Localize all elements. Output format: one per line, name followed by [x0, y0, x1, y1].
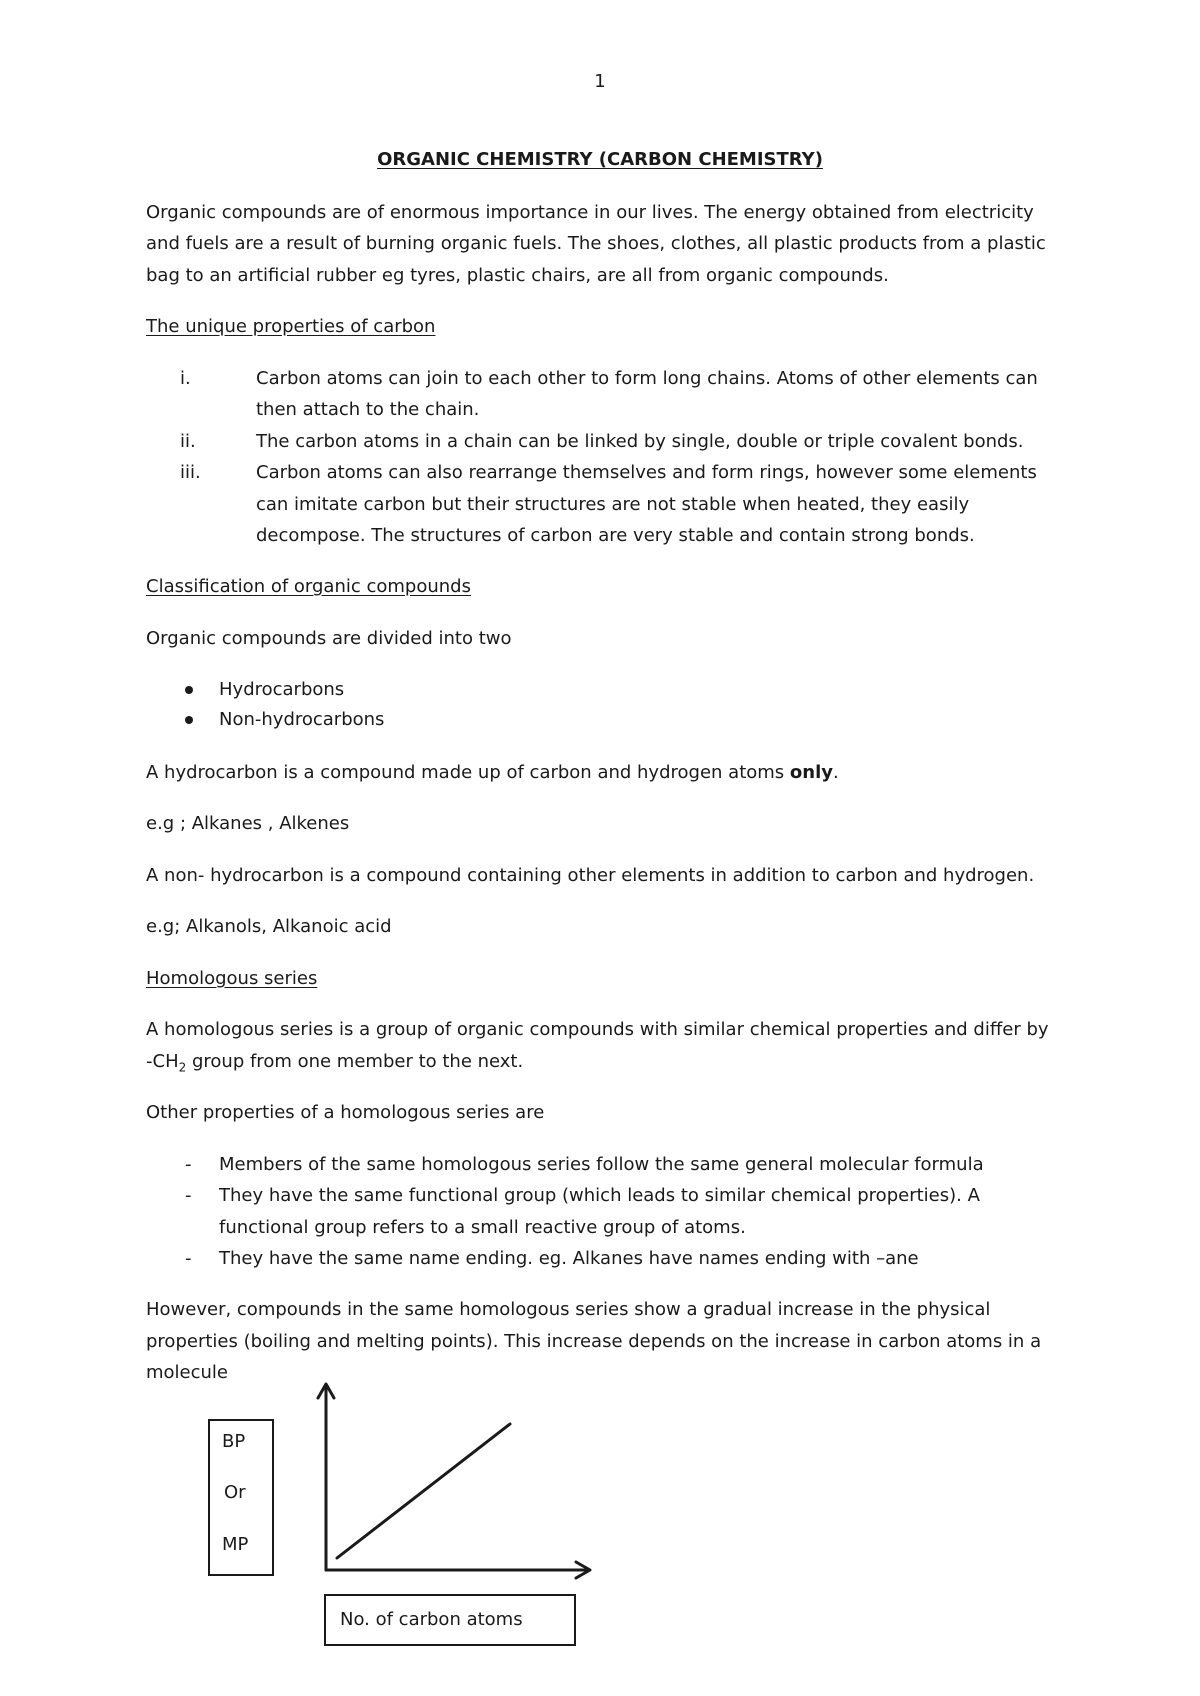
intro-line-3: bag to an artificial rubber eg tyres, plastic chairs, are all from organic compounds. [146, 265, 889, 286]
unique-item-3-line-2: can imitate carbon but their structures are not stable when heated, they easily [256, 494, 970, 515]
hydrocarbon-example: e.g ; Alkanes , Alkenes [146, 813, 350, 834]
however-line-2: properties (boiling and melting points). This increase depends on the increase in carbon atoms in a [146, 1331, 1042, 1352]
list-number-i: i. [180, 368, 191, 389]
nonhydrocarbon-definition: A non- hydrocarbon is a compound containing other elements in addition to carbon and hydrogen. [146, 865, 1035, 886]
other-property-2-line-2: functional group refers to a small reactive group of atoms. [219, 1217, 746, 1238]
page-number: 1 [594, 71, 606, 92]
intro-line-1: Organic compounds are of enormous importance in our lives. The energy obtained from electricity [146, 202, 1034, 223]
other-property-1-line-1: Members of the same homologous series follow the same general molecular formula [219, 1154, 984, 1175]
unique-item-1-line-2: then attach to the chain. [256, 399, 480, 420]
dash-marker: - [185, 1154, 192, 1175]
x-axis-label: No. of carbon atoms [340, 1609, 523, 1630]
unique-item-1-line-1: Carbon atoms can join to each other to form long chains. Atoms of other elements can [256, 368, 1038, 389]
classification-bullet-2: Non-hydrocarbons [219, 709, 385, 730]
dash-marker: - [185, 1185, 192, 1206]
trend-line [337, 1424, 510, 1558]
classification-heading: Classification of organic compounds [146, 576, 471, 597]
other-properties-intro: Other properties of a homologous series are [146, 1102, 545, 1123]
unique-item-3-line-1: Carbon atoms can also rearrange themselves and form rings, however some elements [256, 462, 1037, 483]
y-label-mp: MP [222, 1534, 249, 1555]
homologous-definition-line-1: A homologous series is a group of organic compounds with similar chemical properties and differ by [146, 1019, 1049, 1040]
classification-intro: Organic compounds are divided into two [146, 628, 512, 649]
list-number-ii: ii. [180, 431, 196, 452]
other-property-2-line-1: They have the same functional group (which leads to similar chemical properties). A [219, 1185, 980, 1206]
homologous-heading: Homologous series [146, 968, 318, 989]
y-label-bp: BP [222, 1431, 246, 1452]
y-label-or: Or [224, 1482, 246, 1503]
list-number-iii: iii. [180, 462, 201, 483]
dash-marker: - [185, 1248, 192, 1269]
nonhydrocarbon-example: e.g; Alkanols, Alkanoic acid [146, 916, 392, 937]
homologous-definition-line-2: $-CH_2$ group from one member to the next. [146, 1051, 524, 1075]
unique-item-3-line-3: decompose. The structures of carbon are very stable and contain strong bonds. [256, 525, 975, 546]
other-property-3-line-1: They have the same name ending. eg. Alkanes have names ending with –ane [219, 1248, 919, 1269]
unique-properties-heading: The unique properties of carbon [146, 316, 436, 337]
however-line-1: However, compounds in the same homologous series show a gradual increase in the physical [146, 1299, 991, 1320]
hydrocarbon-definition: A hydrocarbon is a compound made up of carbon and hydrogen atoms only. [146, 762, 839, 783]
classification-bullet-1: Hydrocarbons [219, 679, 345, 700]
page-title: ORGANIC CHEMISTRY (CARBON CHEMISTRY) [377, 149, 823, 170]
intro-line-2: and fuels are a result of burning organic fuels. The shoes, clothes, all plastic products from a plastic [146, 233, 1046, 254]
however-line-3: molecule [146, 1362, 229, 1383]
unique-item-2-line-1: The carbon atoms in a chain can be linked by single, double or triple covalent bonds. [256, 431, 1024, 452]
